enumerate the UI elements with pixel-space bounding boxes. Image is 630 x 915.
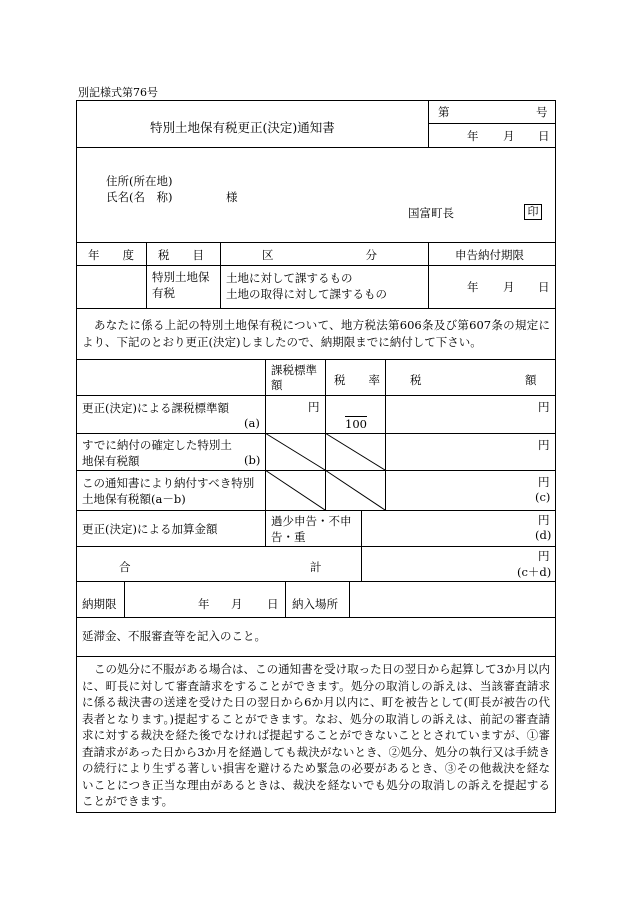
pay-day: 日	[267, 597, 279, 611]
name-label: 氏名(名 称)	[106, 190, 173, 204]
number-suffix: 号	[536, 105, 548, 119]
deadline-year: 年	[467, 280, 479, 294]
seal-mark: 印	[524, 204, 542, 220]
total-mark: (c＋d)	[517, 565, 552, 579]
pay-bottom-line	[76, 617, 556, 618]
total-yen: 円	[538, 549, 550, 563]
deadline-month: 月	[503, 280, 515, 294]
row-c-mark: (c)	[535, 490, 551, 504]
form-title: 特別土地保有税更正(決定)通知書	[150, 120, 335, 135]
honorific: 様	[226, 190, 238, 204]
calc-header-rate: 税 率	[334, 373, 380, 387]
row-a-base-yen: 円	[308, 400, 320, 414]
strike-c-base	[265, 470, 325, 510]
calc-header-tax: 税 額	[410, 373, 537, 387]
issuer-name: 国富町長	[408, 206, 454, 220]
note-bottom-line	[76, 656, 556, 657]
header-category: 区 分	[262, 248, 377, 262]
row-b-mark: (b)	[244, 453, 261, 467]
row-a-tax-yen: 円	[538, 400, 550, 414]
late-fee-note: 延滞金、不服審査等を記入のこと。	[82, 629, 266, 643]
address-label: 住所(所在地)	[106, 174, 173, 188]
date-year: 年	[467, 129, 479, 143]
date-month: 月	[503, 129, 515, 143]
strike-b-rate	[325, 433, 385, 470]
row-d-mark: (d)	[535, 528, 552, 542]
header-tax-item: 税 目	[158, 248, 204, 262]
tax-item-name: 特別土地保有税	[152, 270, 210, 300]
pay-month: 月	[231, 597, 243, 611]
notice-text: あなたに係る上記の特別土地保有税について、地方税法第606条及び第607条の規定により、下記のとおり更正(決定)しましたので、納期限までに納付して下さい。	[82, 318, 550, 349]
row-a-mark: (a)	[244, 416, 260, 430]
category-land: 土地に対して課するもの	[226, 271, 353, 285]
total-label-left: 合	[119, 560, 131, 574]
row-d-tax-yen: 円	[538, 513, 550, 527]
total-label-right: 計	[310, 560, 322, 574]
deadline-day: 日	[538, 280, 550, 294]
rate-denominator: 100	[345, 417, 367, 431]
appeal-text: この処分に不服がある場合は、この通知書を受け取った日の翌日から起算して3か月以内に、町長に対して審査請求をすることができます。処分の取消しの訴えは、当該審査請求に係る裁決書の送達を受けた日の翌日から6か月以内に、町を被告として(町長が被告の代表者となります。)提起することができます。なお、処分の取消しの訴えは、前記の審査請求に対する裁決を経た後でなければ提起することができないこととされていますが、①審査請求があった日から3か月を経過しても裁決がないとき、②処分、処分の執行又は手続きの続行により生ずる著しい損害を避けるため緊急の必要があるとき、③その他裁決を経ないことにつき正当な理由があるときは、裁決を経ないでも処分の取消しの訴えを提起することができます。	[82, 662, 550, 808]
row-d-sub: 過少申告・不申告・重	[271, 514, 352, 544]
row-b-tax-yen: 円	[538, 438, 550, 452]
row-a-label: 更正(決定)による課税標準額	[82, 401, 229, 415]
date-day: 日	[538, 129, 550, 143]
header-deadline: 申告納付期限	[455, 248, 524, 262]
deadline-label: 納期限	[82, 597, 117, 611]
header-year: 年 度	[88, 248, 134, 262]
row-b-label: すでに納付の確定した特別土地保有税額	[82, 438, 232, 468]
calc-header-base: 課税標準額	[271, 363, 317, 392]
row-c-label: この通知書により納付すべき特別土地保有税額(a－b)	[82, 476, 255, 506]
pay-year: 年	[198, 597, 210, 611]
pay-col-1	[124, 581, 125, 617]
pay-col-3	[349, 581, 350, 617]
pay-col-2	[285, 581, 286, 617]
number-label: 第	[438, 105, 450, 119]
row-d-label: 更正(決定)による加算金額	[82, 522, 218, 536]
strike-b-base	[265, 433, 325, 470]
form-label: 別記様式第76号	[78, 86, 158, 99]
strike-c-rate	[325, 470, 385, 510]
row-c-tax-yen: 円	[538, 475, 550, 489]
place-label: 納入場所	[292, 597, 338, 611]
category-acquisition: 土地の取得に対して課するもの	[226, 287, 387, 301]
